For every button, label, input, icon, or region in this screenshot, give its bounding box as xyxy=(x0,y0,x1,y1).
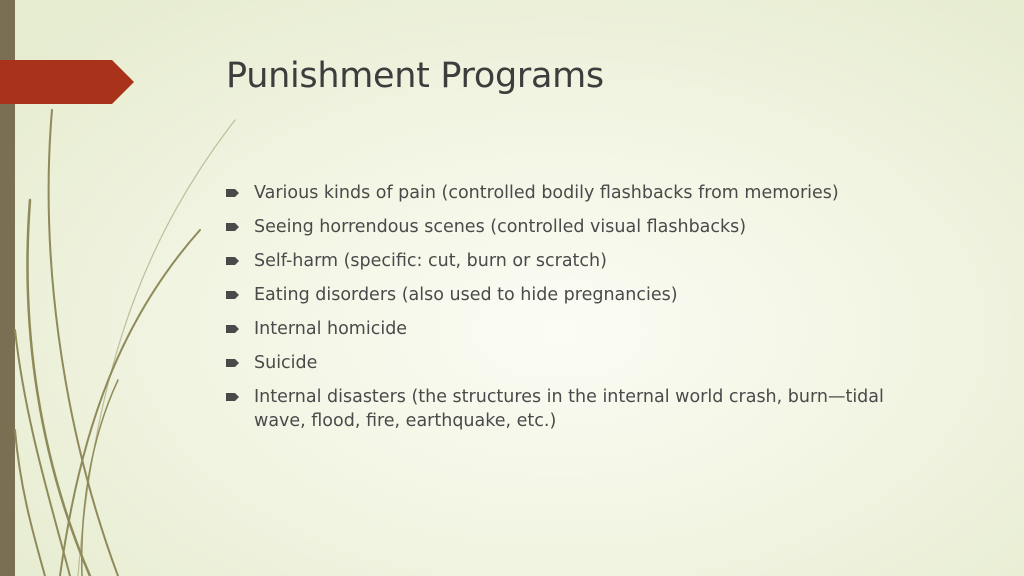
bullet-text: Various kinds of pain (controlled bodily flashbacks from memories) xyxy=(254,183,839,203)
slide-title: Punishment Programs xyxy=(226,56,604,96)
arrow-bullet-icon xyxy=(226,222,240,232)
arrow-bullet-icon xyxy=(226,324,240,334)
title-arrow-marker xyxy=(0,60,134,104)
bullet-text: Eating disorders (also used to hide pregnancies) xyxy=(254,285,678,305)
bullet-list xyxy=(226,181,926,443)
arrow-bullet-icon xyxy=(226,188,240,198)
arrow-bullet-icon xyxy=(226,256,240,266)
list-item xyxy=(226,385,926,433)
bullet-text: Self-harm (specific: cut, burn or scratch) xyxy=(254,251,607,271)
bullet-text: Internal homicide xyxy=(254,319,408,339)
list-item xyxy=(226,181,926,205)
list-item xyxy=(226,317,926,341)
bullet-text: Suicide xyxy=(254,353,318,373)
bullet-text: Seeing horrendous scenes (controlled visual flashbacks) xyxy=(254,217,747,237)
bullet-text: Internal disasters (the structures in the internal world crash, burn—tidal wave, flood, fire, earthquake, etc.) xyxy=(254,387,884,431)
list-item xyxy=(226,215,926,239)
arrow-bullet-icon xyxy=(226,392,240,402)
arrow-bullet-icon xyxy=(226,290,240,300)
list-item xyxy=(226,351,926,375)
arrow-bullet-icon xyxy=(226,358,240,368)
list-item xyxy=(226,283,926,307)
list-item xyxy=(226,249,926,273)
